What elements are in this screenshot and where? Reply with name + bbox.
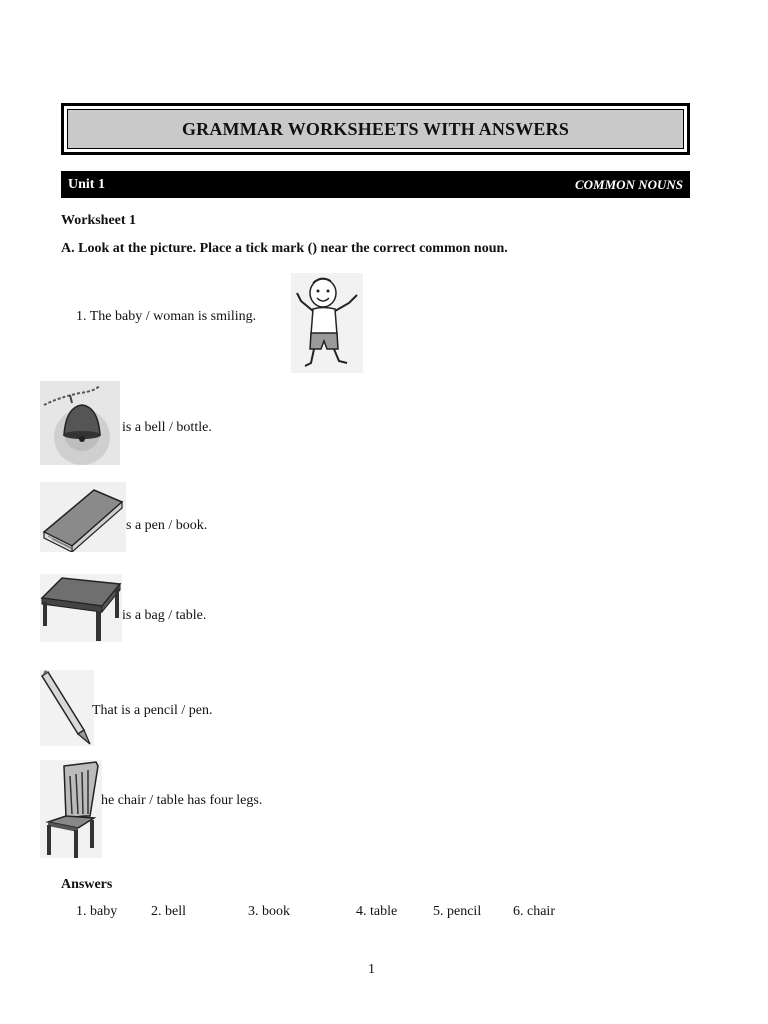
answers-heading: Answers bbox=[61, 877, 113, 892]
unit-bar bbox=[61, 171, 690, 198]
chair-icon bbox=[40, 760, 102, 858]
item-5-text: That is a pencil / pen. bbox=[92, 703, 213, 718]
answer-6: 6. chair bbox=[513, 904, 555, 919]
title-box bbox=[61, 103, 690, 155]
answer-1: 1. baby bbox=[76, 904, 118, 919]
answer-2: 2. bell bbox=[151, 904, 186, 919]
page-number: 1 bbox=[368, 962, 375, 977]
page-title: GRAMMAR WORKSHEETS WITH ANSWERS bbox=[181, 118, 570, 139]
pencil-icon bbox=[40, 670, 94, 746]
unit-topic: COMMON NOUNS bbox=[575, 176, 683, 192]
answer-5: 5. pencil bbox=[433, 904, 482, 919]
instruction-text: A. Look at the picture. Place a tick mark () near the correct common noun. bbox=[61, 241, 508, 256]
item-4-text: is a bag / table. bbox=[122, 608, 207, 623]
item-6-text: he chair / table has four legs. bbox=[101, 793, 263, 808]
bell-icon bbox=[40, 381, 120, 465]
unit-label: Unit 1 bbox=[68, 176, 105, 192]
item-2-text: is a bell / bottle. bbox=[122, 420, 212, 435]
item-1-text: 1. The baby / woman is smiling. bbox=[76, 309, 257, 324]
answer-3: 3. book bbox=[248, 904, 290, 919]
item-3-text: s a pen / book. bbox=[126, 518, 208, 533]
book-icon bbox=[40, 482, 126, 552]
answer-4: 4. table bbox=[356, 904, 398, 919]
worksheet-title: Worksheet 1 bbox=[61, 213, 137, 228]
title-banner bbox=[67, 109, 684, 149]
baby-icon bbox=[291, 273, 363, 373]
table-icon bbox=[40, 574, 122, 642]
